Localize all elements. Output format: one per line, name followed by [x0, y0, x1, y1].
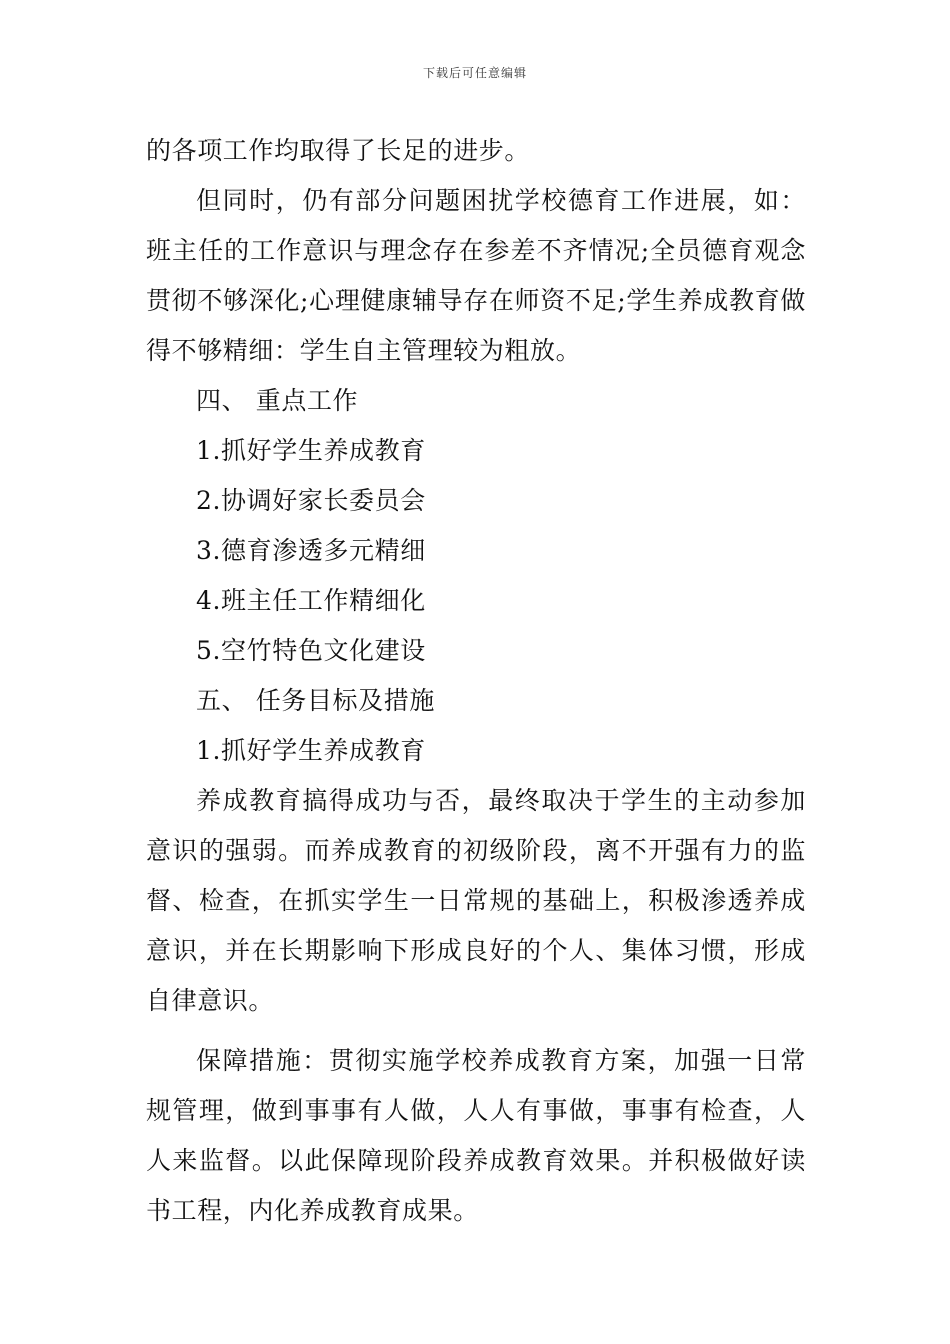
list-item: 4.班主任工作精细化 — [196, 586, 426, 615]
paragraph-habit-education: 养成教育搞得成功与否，最终取决于学生的主动参加意识的强弱。而养成教育的初级阶段，离不开强有力的监督、检查，在抓实学生一日常规的基础上，积极渗透养成意识，并在长期影响下形成良好的个人、集体习惯，形成自律意识。 — [146, 786, 806, 1015]
page-header: 下载后可任意编辑 — [422, 66, 527, 80]
subheading: 1.抓好学生养成教育 — [196, 736, 426, 765]
list-item: 1.抓好学生养成教育 — [196, 436, 426, 465]
paragraph-measures: 保障措施：贯彻实施学校养成教育方案，加强一日常规管理，做到事事有人做，人人有事做，事事有检查，人人来监督。以此保障现阶段养成教育效果。并积极做好读书工程，内化养成教育成果。 — [146, 1046, 806, 1225]
list-item: 5.空竹特色文化建设 — [196, 636, 426, 665]
section-heading-goals: 五、 任务目标及措施 — [196, 686, 435, 715]
paragraph-problems: 但同时，仍有部分问题困扰学校德育工作进展，如：班主任的工作意识与理念存在参差不齐情况;全员德育观念贯彻不够深化;心理健康辅导存在师资不足;学生养成教育做得不够精细：学生自主管理较为粗放。 — [146, 186, 806, 365]
paragraph-continuation: 的各项工作均取得了长足的进步。 — [146, 136, 531, 165]
document-body — [146, 126, 806, 1236]
list-item: 3.德育渗透多元精细 — [196, 536, 426, 565]
section-heading-key-work: 四、 重点工作 — [196, 386, 359, 415]
list-item: 2.协调好家长委员会 — [196, 486, 426, 515]
